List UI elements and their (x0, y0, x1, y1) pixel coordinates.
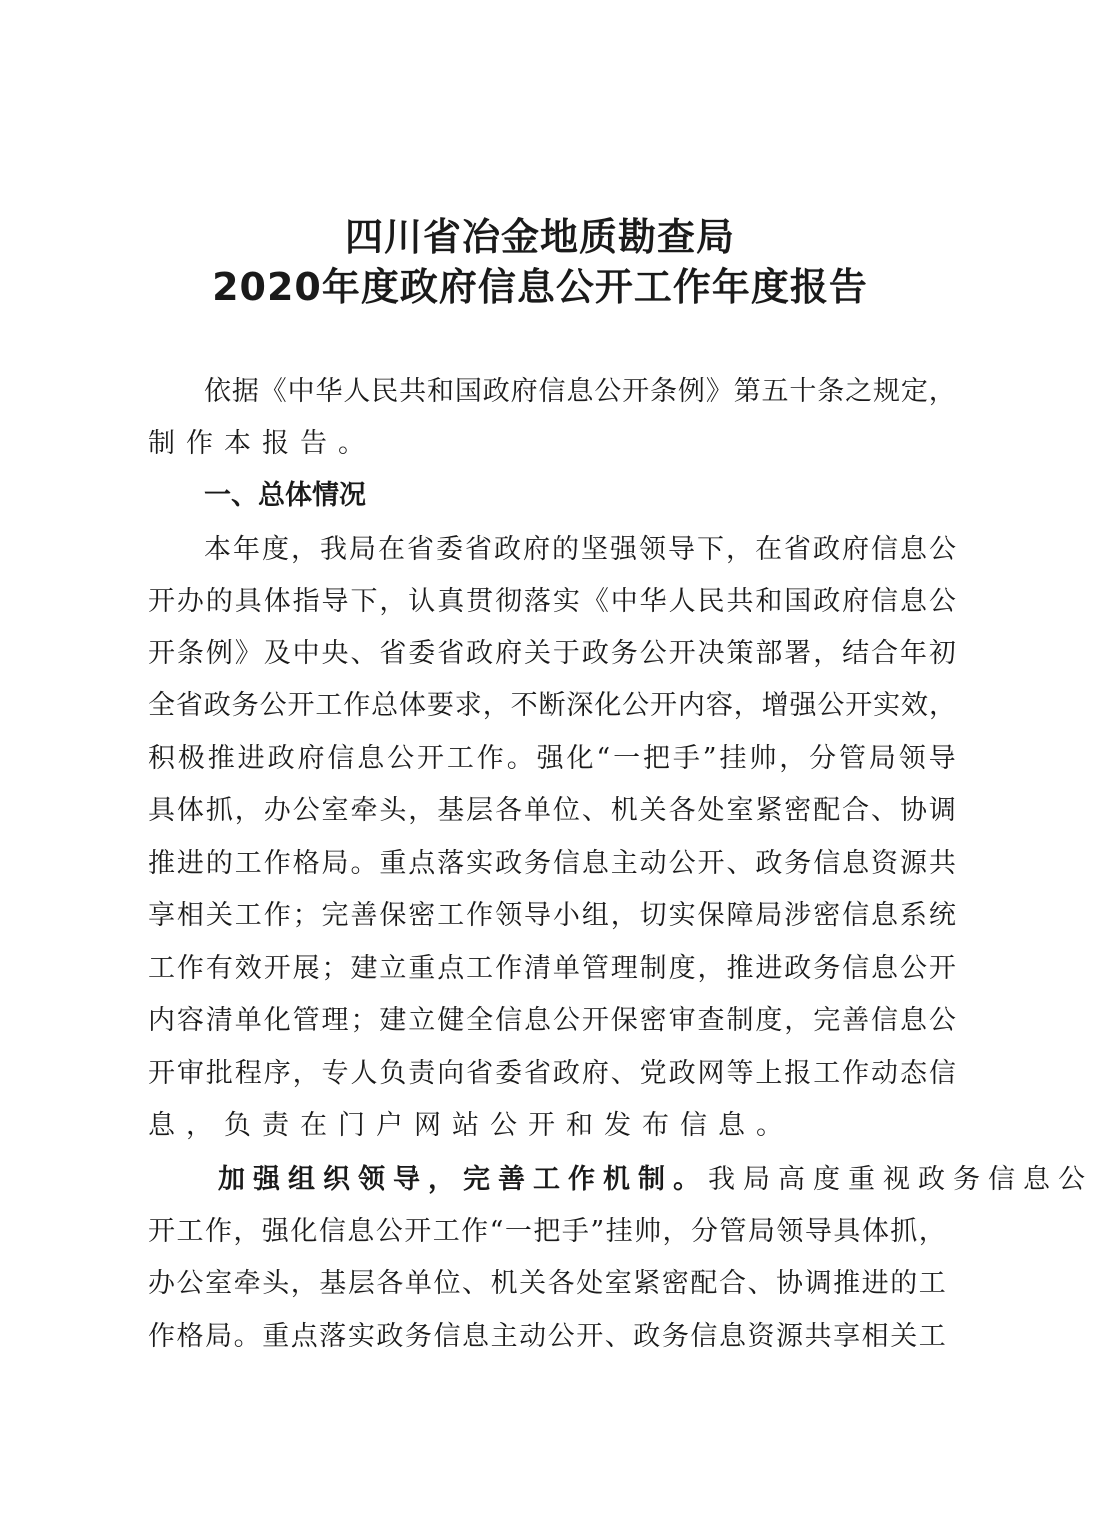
paragraph-line: 作 格 局 。 重 点 落 实 政 务 信 息 主 动 公 开 、 政 务 信 息 资 源 共 享 相 关 工 (148, 1321, 946, 1352)
paragraph-line: 息 ， 负 责 在 门 户 网 站 公 开 和 发 布 信 息 。 (148, 1110, 783, 1141)
paragraph-line (218, 1164, 1085, 1195)
paragraph-line: 推 进 的 工 作 格 局 。 重 点 落 实 政 务 信 息 主 动 公 开 、 政 务 信 息 资 源 共 (148, 848, 956, 879)
section-heading: 一、总体情况 (204, 480, 366, 511)
paragraph-line: 本 年 度 ， 我 局 在 省 委 省 政 府 的 坚 强 领 导 下 ， 在 省 政 府 信 息 公 (204, 534, 956, 565)
paragraph-line: 享 相 关 工 作 ； 完 善 保 密 工 作 领 导 小 组 ， 切 实 保 障 局 涉 密 信 息 系 统 (148, 900, 956, 931)
paragraph-line: 积 极 推 进 政 府 信 息 公 开 工 作 。 强 化 “ 一 把 手 ” 挂 帅 ， 分 管 局 领 导 (148, 743, 956, 774)
document-title-line-2: 2020年度政府信息公开工作年度报告 (212, 265, 868, 309)
paragraph-line: 开 办 的 具 体 指 导 下 ， 认 真 贯 彻 落 实 《 中 华 人 民 共 和 国 政 府 信 息 公 (148, 586, 956, 617)
paragraph-line: 办 公 室 牵 头 ， 基 层 各 单 位 、 机 关 各 处 室 紧 密 配 合 、 协 调 推 进 的 工 (148, 1268, 946, 1299)
paragraph-line: 开 审 批 程 序 ， 专 人 负 责 向 省 委 省 政 府 、 党 政 网 等 上 报 工 作 动 态 信 (148, 1058, 956, 1089)
intro-line: 依 据 《 中 华 人 民 共 和 国 政 府 信 息 公 开 条 例 》 第 五 十 条 之 规 定 ， (204, 376, 956, 407)
paragraph-text: 我 局 高 度 重 视 政 务 信 息 公 (708, 1164, 1085, 1195)
paragraph-line: 全 省 政 务 公 开 工 作 总 体 要 求 ， 不 断 深 化 公 开 内 容 ， 增 强 公 开 实 效 ， (148, 690, 956, 721)
document-title-line-1: 四川省冶金地质勘查局 (344, 215, 735, 259)
bold-lead-text: 加 强 组 织 领 导 ， 完 善 工 作 机 制 。 (218, 1164, 700, 1195)
paragraph-line: 具 体 抓 ， 办 公 室 牵 头 ， 基 层 各 单 位 、 机 关 各 处 室 紧 密 配 合 、 协 调 (148, 795, 956, 826)
paragraph-line: 开 工 作 ， 强 化 信 息 公 开 工 作 “ 一 把 手 ” 挂 帅 ， 分 管 局 领 导 具 体 抓 ， (148, 1216, 946, 1247)
intro-line: 制 作 本 报 告 。 (148, 428, 365, 459)
paragraph-line: 工 作 有 效 开 展 ； 建 立 重 点 工 作 清 单 管 理 制 度 ， 推 进 政 务 信 息 公 开 (148, 953, 956, 984)
paragraph-line: 开 条 例 》 及 中 央 、 省 委 省 政 府 关 于 政 务 公 开 决 策 部 署 ， 结 合 年 初 (148, 638, 956, 669)
paragraph-line: 内 容 清 单 化 管 理 ； 建 立 健 全 信 息 公 开 保 密 审 查 制 度 ， 完 善 信 息 公 (148, 1005, 956, 1036)
